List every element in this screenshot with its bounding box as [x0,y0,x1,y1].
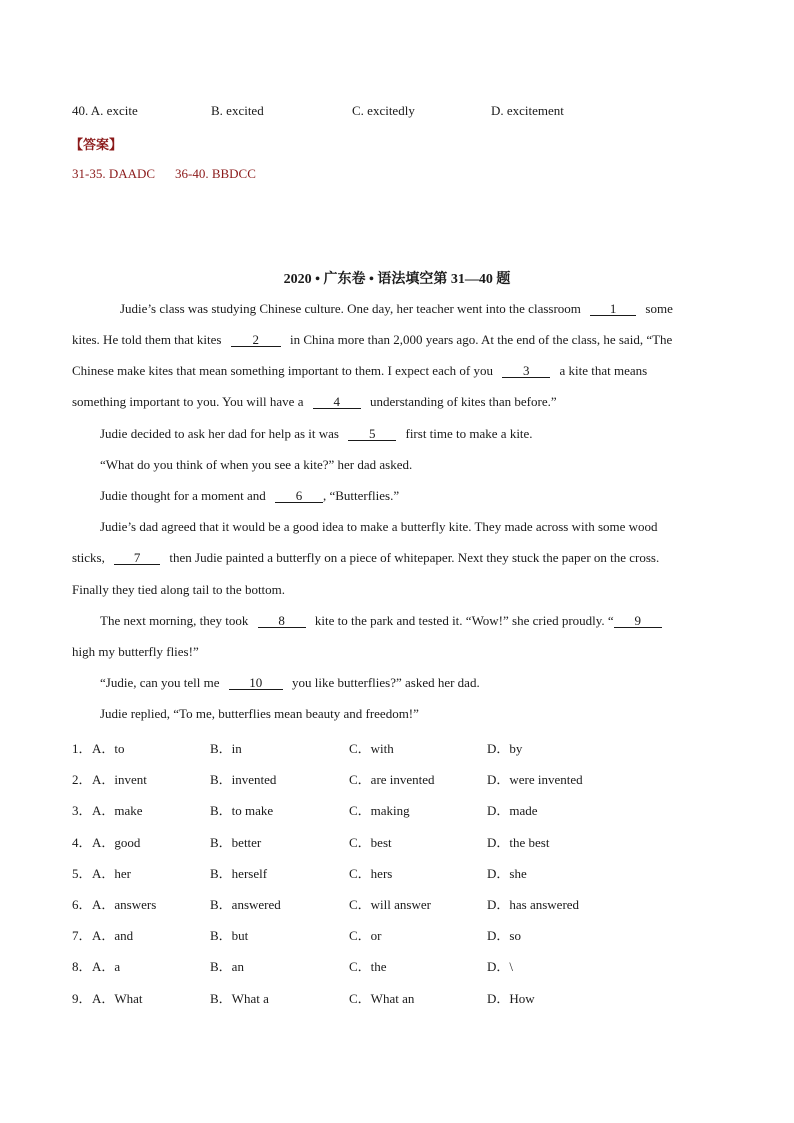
passage-line-13: “Judie, can you tell me 10 you like butterflies?” asked her dad. [100,675,480,690]
question-number: 3． [72,803,92,819]
question-option: C．best [349,834,392,850]
question-number: 5． [72,865,92,881]
question-option: A．to [92,741,125,756]
answer-key-31-35: 31-35. DAADC [72,166,156,181]
question-option: C．are invented [349,772,435,788]
passage-line-6: “What do you think of when you see a kite?” her dad asked. [100,457,413,472]
question-option: D．\ [487,959,514,975]
question-option: D．were invented [487,772,583,788]
question-option: A．her [92,865,131,881]
question-option: B．to make [210,803,274,819]
passage-line-10: Finally they tied along tail to the bottom. [72,582,286,597]
question-number: 2． [72,772,92,788]
question-number: 7． [72,928,92,944]
question-option: C．What an [349,990,415,1006]
question-option: D．How [487,990,535,1006]
passage-line-8: Judie’s dad agreed that it would be a good idea to make a butterfly kite. They made across with some wood [100,519,658,534]
question-number: 6． [72,897,92,912]
question-option: A．a [92,959,121,975]
blank-8: 8 [258,614,306,628]
question-option: D．she [487,865,527,881]
question-option: D．the best [487,834,550,850]
passage-line-9: sticks, 7 then Judie painted a butterfly on a piece of whitepaper. Next they stuck the paper on the cross. [72,550,660,565]
question-option: A．answers [92,897,157,912]
question-number: 1． [72,741,92,756]
answer-key-36-40: 36-40. BBDCC [175,166,256,181]
passage-line-2: kites. He told them that kites 2 in China more than 2,000 years ago. At the end of the class, he said, “The [72,332,673,347]
passage-line-7: Judie thought for a moment and 6 , “Butterflies.” [100,488,400,503]
question-option: D．by [487,741,523,756]
question-number: 4． [72,834,92,850]
question-40-option-d: D. excitement [491,103,564,118]
question-option: B．an [210,959,244,975]
question-option: B．better [210,834,262,850]
question-option: C．will answer [349,897,431,912]
question-option: B．What a [210,990,269,1006]
question-option: D．made [487,803,538,819]
passage-line-11: The next morning, they took 8 kite to the park and tested it. “Wow!” she cried proudly. “ 9 [72,613,750,629]
question-option: A．and [92,928,134,944]
question-option: A．invent [92,772,147,788]
section-title: 2020 • 广东卷 • 语法填空第 31—40 题 [283,272,511,287]
question-option: D．so [487,928,521,944]
question-option: A．good [92,834,141,850]
passage-line-5: Judie decided to ask her dad for help as it was 5 first time to make a kite. [100,426,533,441]
blank-1: 1 [590,302,636,316]
question-option: B．invented [210,772,277,788]
blank-3: 3 [502,364,550,378]
question-option: C．with [349,741,394,756]
question-option: C．hers [349,865,393,881]
question-option: B．but [210,928,249,944]
blank-6: 6 [275,489,323,503]
question-option: A．What [92,990,143,1006]
question-number: 9． [72,990,92,1006]
question-40-option-c: C. excitedly [352,103,415,118]
question-option: A．make [92,803,143,819]
question-option: D．has answered [487,897,580,912]
blank-7: 7 [114,551,160,565]
blank-4: 4 [313,395,361,409]
blank-10: 10 [229,676,283,690]
question-40-text: 40. A. excite [72,103,138,118]
blank-9: 9 [614,614,662,628]
question-40-option-b: B. excited [211,103,264,118]
question-option: C．making [349,803,410,819]
blank-2: 2 [231,333,281,347]
passage-line-3: Chinese make kites that mean something important to them. I expect each of you 3 a kite that means [72,363,648,378]
question-option: B．in [210,741,242,756]
passage-line-4: something important to you. You will have a 4 understanding of kites than before.” [72,394,557,409]
question-option: B．answered [210,897,281,912]
passage-line-1: Judie’s class was studying Chinese culture. One day, her teacher went into the classroom 1 some [120,301,673,316]
question-option: C．or [349,928,382,944]
question-option: B．herself [210,865,268,881]
passage-line-12: high my butterfly flies!” [72,644,199,659]
question-option: C．the [349,959,387,975]
blank-5: 5 [348,427,396,441]
answer-heading: 【答案】 [70,137,123,152]
passage-line-14: Judie replied, “To me, butterflies mean beauty and freedom!” [100,706,419,721]
question-number: 8． [72,959,92,975]
